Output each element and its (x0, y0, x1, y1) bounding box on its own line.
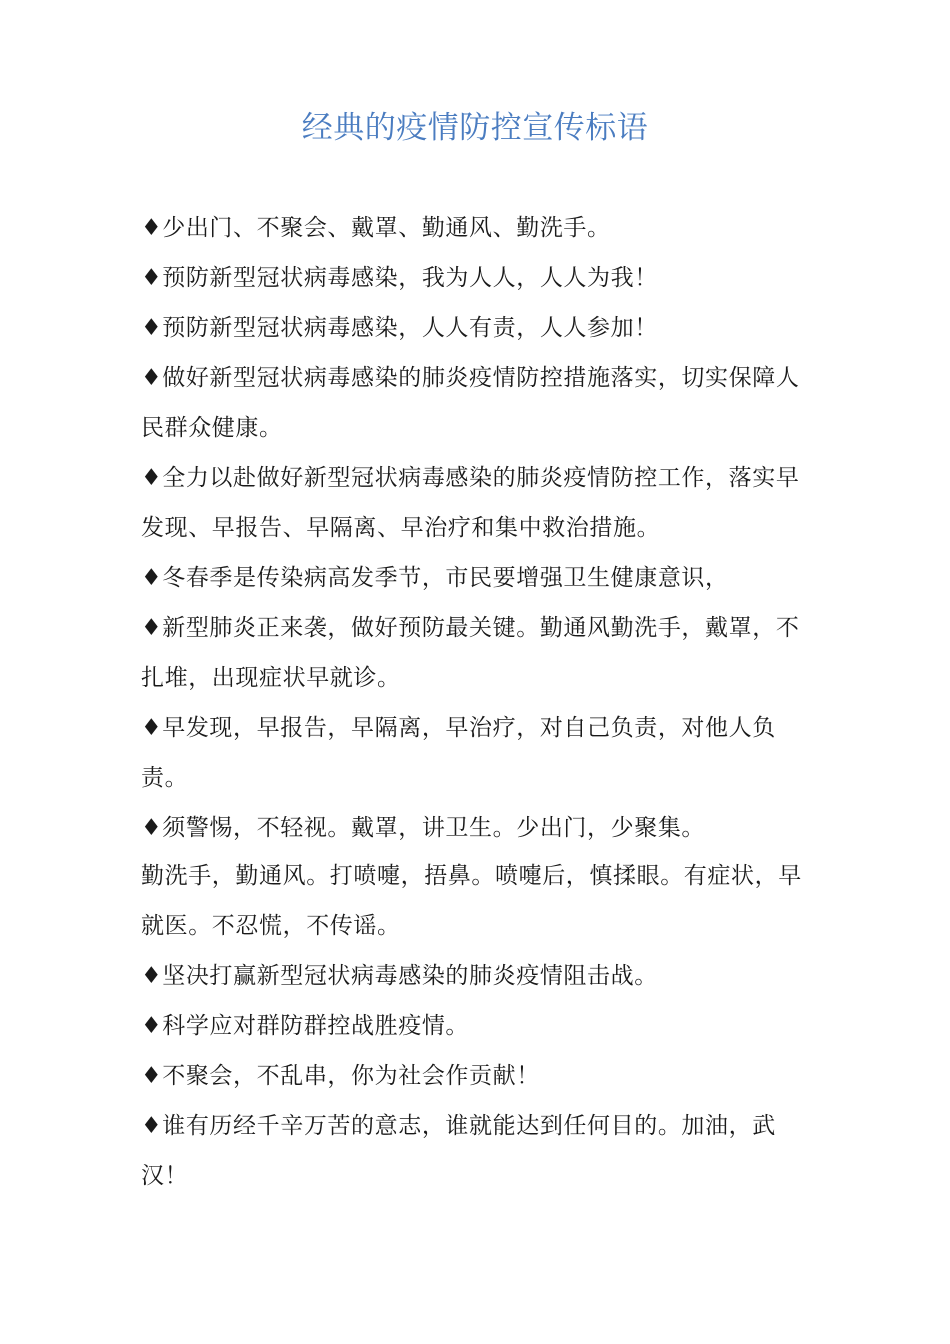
slogan-paragraph: ♦做好新型冠状病毒感染的肺炎疫情防控措施落实，切实保障人民群众健康。 (141, 365, 800, 441)
slogan-paragraph: ♦早发现，早报告，早隔离，早治疗，对自己负责，对他人负责。 (141, 715, 776, 791)
slogan-paragraph: ♦不聚会，不乱串，你为社会作贡献！ (141, 1063, 540, 1089)
slogan-paragraph: ♦新型肺炎正来袭，做好预防最关键。勤通风勤洗手，戴罩，不扎堆，出现症状早就诊。 (141, 615, 800, 691)
slogan-paragraph: ♦坚决打赢新型冠状病毒感染的肺炎疫情阻击战。 (141, 963, 658, 989)
slogan-paragraph: ♦科学应对群防群控战胜疫情。 (141, 1013, 470, 1039)
slogan-paragraph: ♦预防新型冠状病毒感染，人人有责，人人参加！ (141, 315, 658, 341)
slogan-paragraph: ♦须警惕，不轻视。戴罩，讲卫生。少出门，少聚集。 (141, 815, 706, 841)
document-body (141, 203, 821, 1201)
slogan-paragraph: ♦预防新型冠状病毒感染，我为人人，人人为我！ (141, 265, 658, 291)
slogan-paragraph: ♦谁有历经千辛万苦的意志，谁就能达到任何目的。加油，武汉！ (141, 1113, 776, 1189)
document-title: 经典的疫情防控宣传标语 (301, 110, 649, 146)
slogan-paragraph: ♦全力以赴做好新型冠状病毒感染的肺炎疫情防控工作，落实早发现、早报告、早隔离、早治疗和集中救治措施。 (141, 465, 800, 541)
slogan-paragraph: ♦冬春季是传染病高发季节，市民要增强卫生健康意识， (141, 565, 729, 591)
slogan-paragraph: ♦少出门、不聚会、戴罩、勤通风、勤洗手。 (141, 215, 611, 241)
slogan-paragraph: 勤洗手，勤通风。打喷嚏，捂鼻。喷嚏后，慎揉眼。有症状，早就医。不忍慌，不传谣。 (141, 863, 802, 939)
